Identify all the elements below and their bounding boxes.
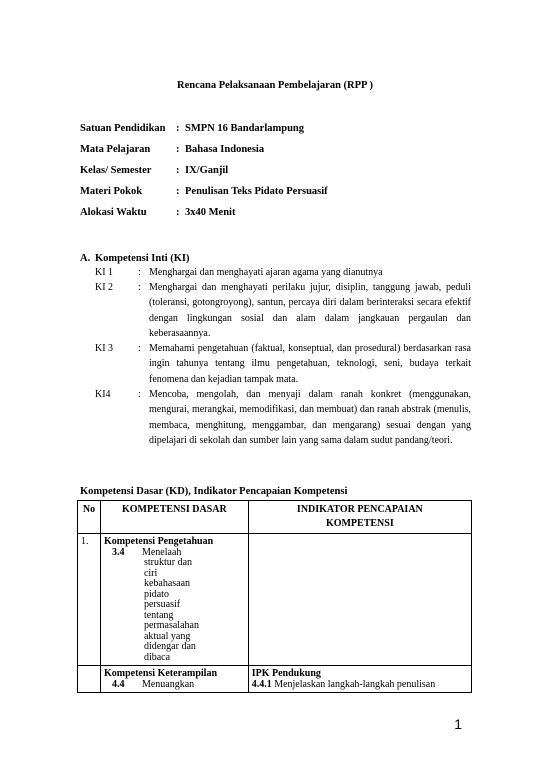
kd-text-first: Menelaah [141, 547, 182, 558]
row-number [78, 666, 101, 693]
ki-colon: : [138, 282, 141, 293]
ki-label: KI 1 [95, 267, 114, 278]
ipk-number: 4.4.1 [251, 679, 272, 690]
table-header-row [78, 501, 472, 534]
document-title: Rencana Pelaksanaan Pembelajaran (RPP ) [177, 80, 373, 91]
kd-text-first: Menuangkan [141, 679, 195, 690]
identity-value: Bahasa Indonesia [185, 144, 265, 155]
kd-line: aktual yang [143, 630, 191, 642]
kd-line: didengar dan [143, 641, 196, 652]
kd-line: ciri [143, 567, 158, 579]
table-row [78, 666, 472, 693]
identity-label: Alokasi Waktu [80, 207, 147, 218]
identity-label: Satuan Pendidikan [80, 123, 166, 134]
kd-number: 4.4 [111, 679, 125, 690]
identity-value: IX/Ganjil [185, 165, 229, 176]
identity-value: SMPN 16 Bandarlampung [185, 123, 305, 134]
ki-text: Memahami pengetahuan (faktual, konseptual, dan prosedural) berdasarkan rasa ingin tahunya tentang ilmu pengetahuan, teknologi, seni, budaya terkait fenomena dan kejadian tampak mata. [149, 343, 471, 385]
kd-line: persuasif [143, 599, 181, 610]
ipk-title: IPK Pendukung [251, 668, 321, 679]
ki-text: Menghargai dan menghayati perilaku jujur, disiplin, tanggung jawab, peduli (toleransi, gotongroyong), santun, percaya diri dalam berinteraksi secara efektif dengan lingkungan sosial dan alam dalam jangkauan pergaulan dan keberasaannya. [149, 282, 471, 340]
kd-category: Kompetensi Pengetahuan [103, 536, 214, 547]
identity-colon: : [176, 207, 180, 218]
kd-line: pidato [143, 588, 169, 600]
ki-text: Mencoba, mengolah, dan menyaji dalam ranah konkret (menggunakan, mengurai, merangkai, memodifikasi, dan membuat) dan ranah abstrak (menulis, membaca, menghitung, menggambar, dan mengarang) sesuai dengan yang dipelajari di sekolah dan sumber lain yang sama dalam sudut pandang/teori. [149, 389, 471, 447]
kd-cell [100, 534, 248, 666]
kd-text-lines [104, 558, 245, 663]
ipk-cell [248, 534, 471, 666]
header-no: No [78, 501, 101, 534]
ki-label: KI 2 [95, 282, 114, 293]
header-ipk: INDIKATOR PENCAPAIAN KOMPETENSI [248, 501, 471, 534]
identity-colon: : [176, 186, 180, 197]
ki-colon: : [138, 267, 141, 278]
identity-value: Penulisan Teks Pidato Persuasif [185, 186, 328, 197]
ki-colon: : [138, 343, 141, 354]
identity-label: Mata Pelajaran [80, 144, 151, 155]
kd-category: Kompetensi Keterampilan [103, 668, 218, 679]
kd-number: 3.4 [111, 547, 125, 558]
header-kd: KOMPETENSI DASAR [100, 501, 248, 534]
identity-colon: : [176, 165, 180, 176]
identity-value: 3x40 Menit [185, 207, 236, 218]
ipk-text: Menjelaskan langkah-langkah penulisan [274, 679, 436, 690]
ipk-cell [248, 666, 471, 693]
ki-label: KI4 [95, 389, 111, 400]
identity-label: Kelas/ Semester [80, 165, 152, 176]
page-number: 1 [454, 716, 462, 732]
identity-label: Materi Pokok [80, 186, 143, 197]
kd-cell [100, 666, 248, 693]
ki-colon: : [138, 389, 141, 400]
section-a-letter: A. [80, 253, 91, 264]
ki-text: Menghargai dan menghayati ajaran agama yang dianutnya [149, 267, 383, 278]
section-a-title: Kompetensi Inti (KI) [95, 253, 190, 264]
kd-line: kebahasaan [143, 578, 191, 589]
ki-label: KI 3 [95, 343, 114, 354]
kd-line: tentang [143, 609, 174, 621]
identity-colon: : [176, 123, 180, 134]
kd-line: dibaca [143, 651, 171, 663]
kd-line: struktur dan [143, 557, 193, 568]
table-row [78, 534, 472, 666]
row-number: 1. [78, 534, 101, 666]
identity-colon: : [176, 144, 180, 155]
kd-section-heading: Kompetensi Dasar (KD), Indikator Pencapaian Kompetensi [80, 486, 348, 497]
kd-item [104, 679, 245, 690]
kd-line: permasalahan [143, 620, 199, 631]
kd-table [77, 500, 472, 693]
ipk-item [252, 679, 468, 690]
